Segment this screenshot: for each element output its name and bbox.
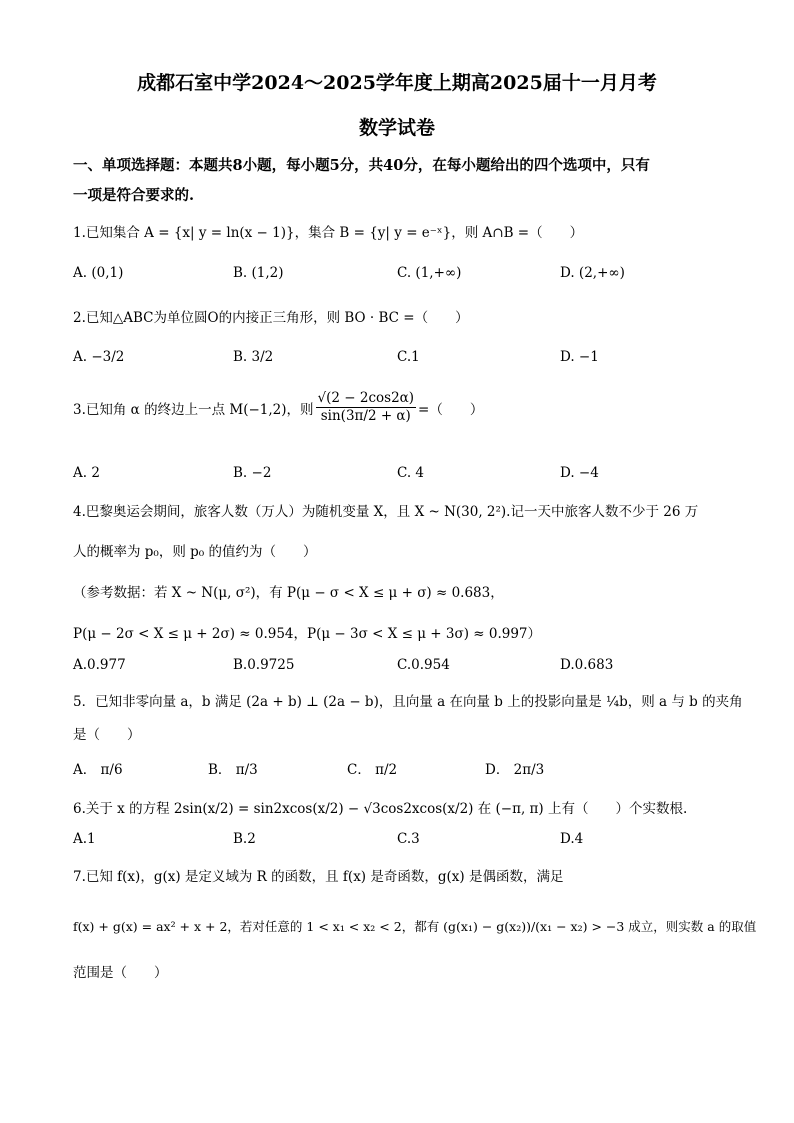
question-4-reference-1: （参考数据：若 X ~ N(μ, σ²)，有 P(μ − σ < X ≤ μ + σ) ≈ 0.683，: [73, 585, 504, 601]
question-2-option-d: D. −1: [560, 349, 599, 365]
question-5-option-b: B． π/3: [208, 762, 258, 778]
exam-subtitle: 数学试卷: [358, 117, 435, 139]
question-1-option-d: D. (2,+∞): [560, 265, 625, 281]
question-2-option-c: C.1: [397, 349, 420, 365]
question-7-line3: 范围是（ ）: [73, 965, 168, 981]
section-heading-line1: 一、单项选择题：本题共8小题，每小题5分，共40分，在每小题给出的四个选项中，只有: [73, 157, 650, 174]
question-3-numerator: √(2 − 2cos2α): [317, 390, 415, 406]
question-3-option-c: C. 4: [397, 465, 425, 481]
question-1-option-a: A. (0,1): [73, 265, 124, 281]
section-heading-line2: 一项是符合要求的.: [73, 187, 195, 204]
question-6-option-a: A.1: [73, 831, 96, 847]
question-6-option-c: C.3: [397, 831, 420, 847]
question-5-option-a: A． π/6: [73, 762, 123, 778]
question-6-stem: 6.关于 x 的方程 2sin(x/2) = sin2xcos(x/2) − √3cos2xcos(x/2) 在 (−π, π) 上有（ ）个实数根.: [73, 801, 688, 817]
question-5-line1: 5．已知非零向量 a，b 满足 (2a + b) ⊥ (2a − b)，且向量 a 在向量 b 上的投影向量是 ¼b，则 a 与 b 的夹角: [73, 694, 743, 710]
question-4-option-d: D.0.683: [560, 657, 614, 673]
question-1-option-c: C. (1,+∞): [397, 265, 462, 281]
question-5-option-d: D． 2π/3: [485, 762, 545, 778]
question-3-option-a: A. 2: [73, 465, 100, 481]
question-3-denominator: sin(3π/2 + α): [320, 408, 411, 424]
question-4-option-b: B.0.9725: [233, 657, 295, 673]
question-3-prefix: 3.已知角 α 的终边上一点 M(−1,2)，则: [73, 401, 314, 418]
question-6-option-b: B.2: [233, 831, 256, 847]
question-4-line2: 人的概率为 p₀，则 p₀ 的值约为（ ）: [73, 544, 317, 560]
question-4-reference-2: P(μ − 2σ < X ≤ μ + 2σ) ≈ 0.954，P(μ − 3σ < X ≤ μ + 3σ) ≈ 0.997）: [73, 626, 542, 642]
question-2-option-a: A. −3/2: [73, 349, 125, 365]
question-3-suffix: =（ ）: [418, 401, 484, 418]
question-7-line1: 7.已知 f(x)，g(x) 是定义域为 R 的函数，且 f(x) 是奇函数，g(x) 是偶函数，满足: [73, 869, 564, 885]
question-3-option-d: D. −4: [560, 465, 599, 481]
question-4-line1: 4.巴黎奥运会期间，旅客人数（万人）为随机变量 X，且 X ~ N(30, 2²).记一天中旅客人数不少于 26 万: [73, 504, 699, 520]
question-6-option-d: D.4: [560, 831, 584, 847]
question-3-option-b: B. −2: [233, 465, 272, 481]
question-2-stem: 2.已知△ABC为单位圆O的内接正三角形，则 BO · BC =（ ）: [73, 310, 469, 326]
question-7-line2: f(x) + g(x) = ax² + x + 2，若对任意的 1 < x₁ < x₂ < 2，都有 (g(x₁) − g(x₂))/(x₁ − x₂) > −3 成立，则实数 a 的取值: [73, 919, 757, 934]
question-3-fraction: [316, 390, 417, 425]
exam-title: 成都石室中学2024～2025学年度上期高2025届十一月月考: [137, 72, 657, 94]
question-2-option-b: B. 3/2: [233, 349, 274, 365]
question-3-stem: [73, 390, 483, 425]
question-1-stem: 1.已知集合 A = {x| y = ln(x − 1)}，集合 B = {y| y = e⁻ˣ}，则 A∩B =（ ）: [73, 225, 584, 241]
question-5-line2: 是（ ）: [73, 727, 141, 743]
question-1-option-b: B. (1,2): [233, 265, 284, 281]
question-5-option-c: C． π/2: [347, 762, 398, 778]
question-4-option-c: C.0.954: [397, 657, 450, 673]
question-4-option-a: A.0.977: [73, 657, 126, 673]
